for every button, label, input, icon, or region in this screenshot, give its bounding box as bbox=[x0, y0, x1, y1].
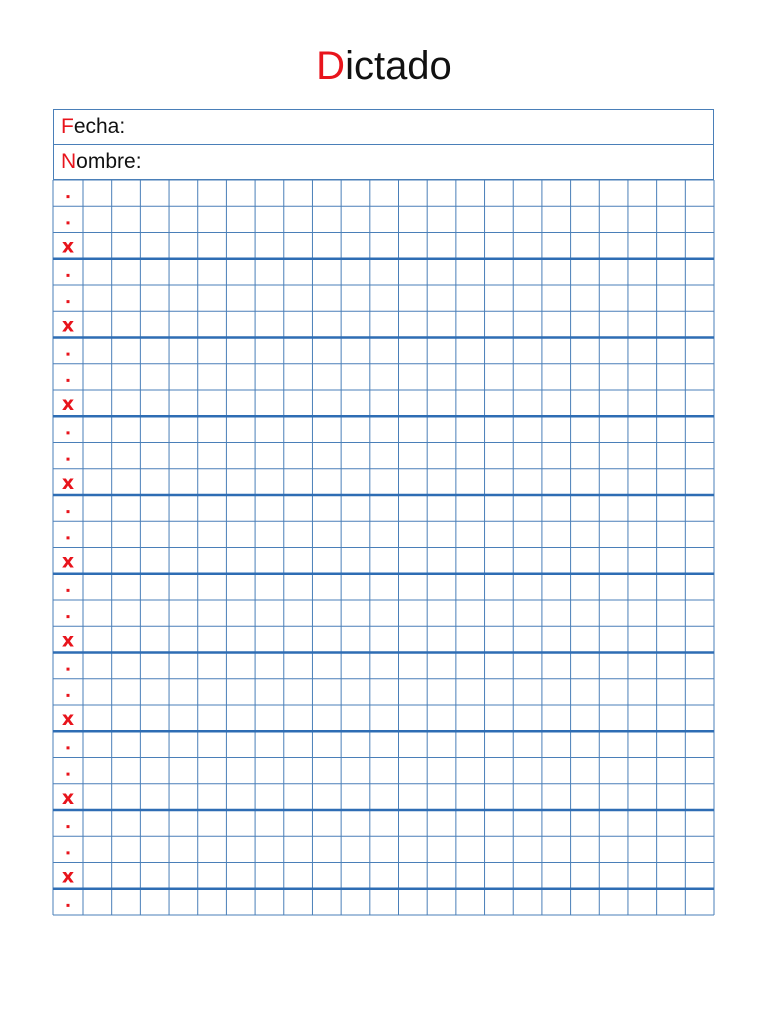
title-initial: D bbox=[316, 44, 346, 88]
row-marker-dot bbox=[67, 694, 70, 697]
row-marker-dot bbox=[67, 904, 70, 907]
row-marker-dot bbox=[67, 195, 70, 198]
row-marker-x: x bbox=[61, 550, 75, 573]
row-marker-dot bbox=[67, 851, 70, 854]
row-marker-dot bbox=[67, 431, 70, 434]
row-marker-dot bbox=[67, 825, 70, 828]
row-marker-x: x bbox=[61, 393, 75, 416]
row-marker-x: x bbox=[61, 235, 75, 258]
row-marker-dot bbox=[67, 353, 70, 356]
row-marker-x: x bbox=[61, 708, 75, 731]
fecha-initial: F bbox=[61, 115, 74, 138]
row-marker-dot bbox=[67, 274, 70, 277]
row-marker-dot bbox=[67, 536, 70, 539]
nombre-initial: N bbox=[61, 150, 77, 173]
fecha-label: echa: bbox=[73, 115, 126, 138]
row-marker-dot bbox=[67, 458, 70, 461]
row-marker-dot bbox=[67, 510, 70, 513]
title-rest: ictado bbox=[345, 44, 452, 88]
nombre-label: ombre: bbox=[76, 150, 142, 173]
row-marker-x: x bbox=[61, 629, 75, 652]
row-marker-x: x bbox=[61, 865, 75, 888]
row-marker-dot bbox=[67, 300, 70, 303]
row-marker-x: x bbox=[61, 786, 75, 809]
row-marker-dot bbox=[67, 668, 70, 671]
row-marker-dot bbox=[67, 615, 70, 618]
row-marker-dot bbox=[67, 589, 70, 592]
row-marker-dot bbox=[67, 746, 70, 749]
row-marker-x: x bbox=[61, 314, 75, 337]
row-marker-dot bbox=[67, 773, 70, 776]
row-marker-dot bbox=[67, 221, 70, 224]
row-marker-dot bbox=[67, 379, 70, 382]
row-marker-x: x bbox=[61, 471, 75, 494]
